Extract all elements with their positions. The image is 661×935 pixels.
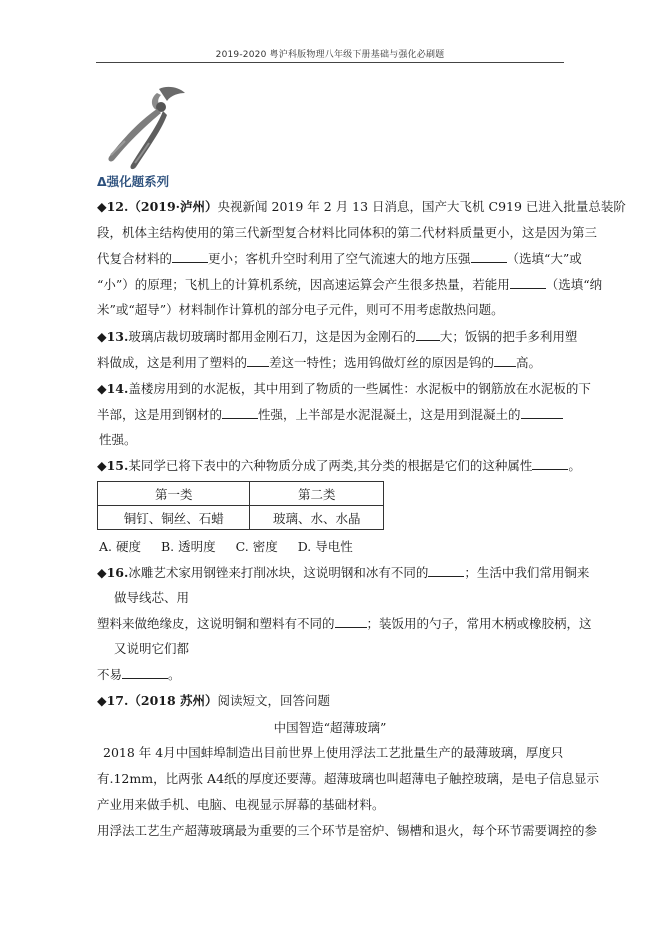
- q12-text-4a: “小”）的原理；飞机上的计算机系统，因高速运算会产生很多热量，若能用: [97, 277, 510, 292]
- q17-number: ◆17.: [97, 693, 129, 708]
- q16-text-3b: ；装饭用的勺子，常用木柄或橡胶柄，这: [366, 616, 592, 631]
- q12-text-3b: 更小；客机升空时利用了空气流速大的地方压强: [208, 251, 471, 266]
- q16-line-2: 做导线芯、用: [114, 590, 190, 605]
- q15-text-1-end: 。: [568, 458, 581, 473]
- q14-text-1: 盖楼房用到的水泥板，其中用到了物质的一些属性：水泥板中的钢筋放在水泥板的下: [128, 381, 591, 396]
- q13-blank-3[interactable]: [494, 354, 516, 367]
- q12-line-1: [97, 198, 626, 216]
- q12-text-1: 央视新闻 2019 年 2 月 13 日消息，国产大飞机 C919 已进入批量总装阶: [217, 199, 626, 214]
- q17-line-1: [97, 692, 330, 710]
- q12-blank-1[interactable]: [172, 250, 208, 263]
- q16-text-5b: 。: [168, 667, 181, 682]
- q14-blank-1[interactable]: [222, 406, 258, 419]
- q12-source: （2019·泸州）: [128, 199, 218, 214]
- table-header-cell: 第一类: [98, 482, 250, 506]
- q16-blank-3[interactable]: [122, 666, 168, 679]
- q16-text-5a: 不易: [97, 667, 123, 682]
- table-header-cell: 第二类: [250, 482, 384, 506]
- option-c[interactable]: C. 密度: [235, 539, 278, 554]
- option-a[interactable]: A. 硬度: [99, 539, 141, 554]
- passage-paragraph-4: 用浮法工艺生产超薄玻璃最为重要的三个环节是窑炉、锡槽和退火，每个环节需要调控的参: [97, 823, 598, 838]
- q16-text-3a: 塑料来做绝缘皮，这说明铜和塑料有不同的: [97, 616, 335, 631]
- q12-number: ◆12.: [97, 199, 129, 214]
- q12-text-3c: （选填“大”或: [506, 251, 582, 266]
- q16-line-1: [97, 564, 589, 582]
- q13-text-2a: 料做成，这是利用了塑料的: [97, 355, 248, 370]
- page-header: 2019-2020 粤沪科版物理八年级下册基础与强化必刷题: [215, 50, 445, 60]
- q16-blank-1[interactable]: [428, 564, 464, 577]
- q13-line-2: [97, 354, 541, 372]
- q13-text-1-end: 大；饭锅的把手多利用塑: [439, 329, 578, 344]
- q14-text-2b: 性强，上半部是水泥混凝土，这是用到混凝土的: [258, 407, 521, 422]
- header-divider: [96, 62, 564, 63]
- q15-line-1: [97, 457, 581, 475]
- q12-text-4b: （选填“纳: [545, 277, 603, 292]
- q15-blank-1[interactable]: [532, 457, 568, 470]
- classification-table: [97, 481, 384, 530]
- q16-line-4: 又说明它们都: [114, 641, 190, 656]
- option-b[interactable]: B. 透明度: [160, 539, 216, 554]
- pliers-icon: [97, 83, 193, 171]
- q13-text-1: 玻璃店裁切玻璃时都用金刚石刀，这是因为金刚石的: [128, 329, 416, 344]
- q17-source: （2018 苏州）: [128, 693, 218, 708]
- q16-line-5: [97, 666, 181, 684]
- q14-blank-2[interactable]: [521, 406, 563, 419]
- table-cell: 玻璃、水、水晶: [250, 506, 384, 530]
- q16-text-1: 冰雕艺术家用钢锉来打削冰块，这说明钢和冰有不同的: [128, 565, 429, 580]
- table-header-row: [98, 482, 384, 506]
- passage-title: 中国智造“超薄玻璃”: [273, 720, 387, 735]
- q13-text-2c: 高。: [516, 355, 542, 370]
- q14-number: ◆14.: [97, 381, 129, 396]
- passage-paragraph-2: 有.12mm，比两张 A4纸的厚度还要薄。超薄玻璃也叫超薄电子触控玻璃，是电子信息显示: [97, 771, 600, 786]
- q12-line-4: [97, 276, 602, 294]
- passage-paragraph-1: 2018 年 4月中国蚌埠制造出目前世界上使用浮法工艺批量生产的最薄玻璃，厚度只: [103, 745, 564, 760]
- q12-blank-3[interactable]: [510, 276, 546, 289]
- q17-text-1: 阅读短文，回答问题: [217, 693, 331, 708]
- q12-line-2: 段，机体主结构使用的第三代新型复合材料比同体积的第二代材料质量更小，这是因为第三: [97, 225, 598, 240]
- q13-blank-1[interactable]: [416, 328, 440, 341]
- q14-line-3: 性强。: [99, 432, 137, 447]
- q14-line-2: [97, 406, 563, 424]
- section-title: Δ强化题系列: [97, 174, 170, 189]
- q15-options: [99, 537, 373, 555]
- q13-text-2b: 差这一特性；选用钨做灯丝的原因是钨的: [269, 355, 495, 370]
- q12-text-3a: 代复合材料的: [97, 251, 173, 266]
- q14-line-1: [97, 380, 591, 398]
- q15-text-1: 某同学已将下表中的六种物质分成了两类,其分类的根据是它们的这种属性: [128, 458, 533, 473]
- q12-line-5: 米”或“超导”）材料制作计算机的部分电子元件，则可不用考虑散热问题。: [97, 302, 504, 317]
- table-cell: 铜钉、铜丝、石蜡: [98, 506, 250, 530]
- q16-text-1-end: ；生活中我们常用铜来: [464, 565, 590, 580]
- q13-number: ◆13.: [97, 329, 129, 344]
- q12-blank-2[interactable]: [471, 250, 507, 263]
- q12-line-3: [97, 250, 582, 268]
- passage-paragraph-3: 产业用来做手机、电脑、电视显示屏幕的基础材料。: [97, 797, 385, 812]
- table-row: [98, 506, 384, 530]
- q16-blank-2[interactable]: [335, 615, 367, 628]
- option-d[interactable]: D. 导电性: [297, 539, 353, 554]
- q13-line-1: [97, 328, 577, 346]
- q16-number: ◆16.: [97, 565, 129, 580]
- q16-line-3: [97, 615, 592, 633]
- q15-number: ◆15.: [97, 458, 129, 473]
- q13-blank-2[interactable]: [247, 354, 269, 367]
- q14-text-2a: 半部，这是用到钢材的: [97, 407, 223, 422]
